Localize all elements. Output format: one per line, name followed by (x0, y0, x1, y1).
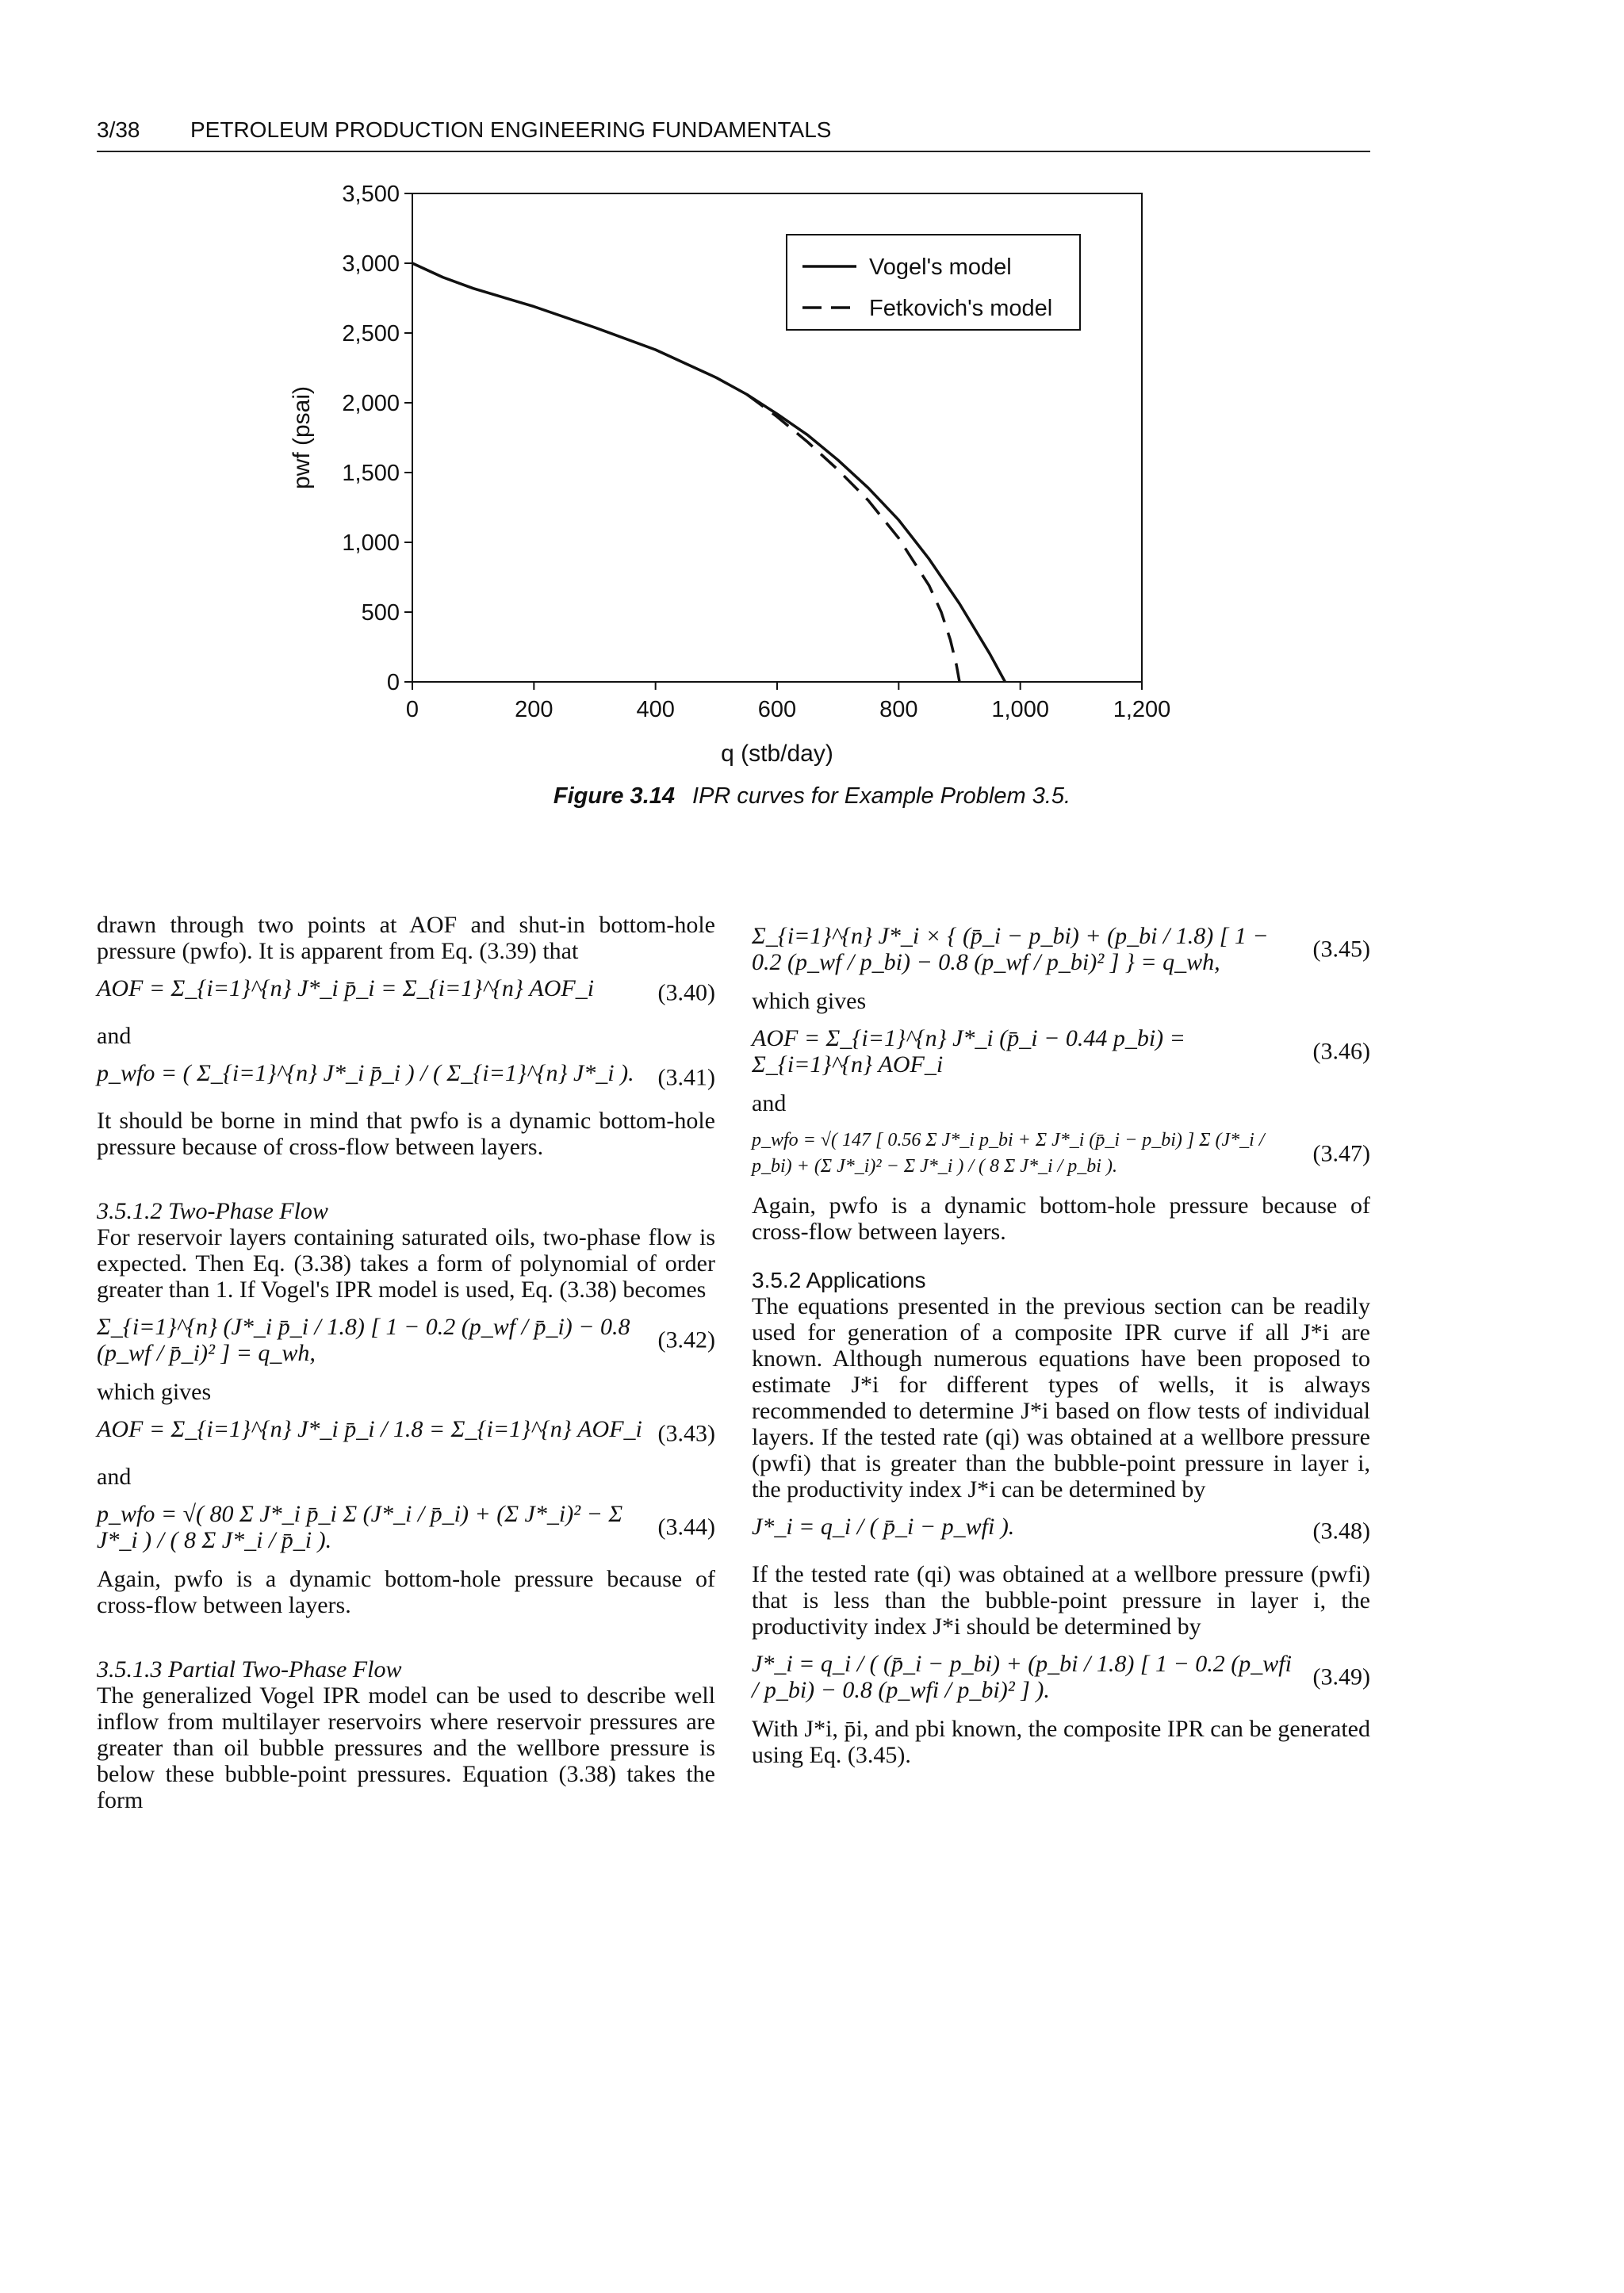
text-which-gives: which gives (97, 1379, 212, 1405)
page-number: 3/38 (97, 117, 140, 142)
paragraph: For reservoir layers containing saturated oils, two-phase flow is expected. Then Eq. (3.38) takes a form of polynomial of order greater than 1. If Vogel's IPR model is used, Eq. (3.38) becomes (97, 1224, 715, 1303)
y-axis-label: pwf (psai) (289, 385, 315, 490)
y-tick-label: 1,500 (342, 461, 400, 486)
y-tick-label: 3,500 (342, 182, 400, 207)
figure-label: Figure 3.14 (553, 783, 676, 809)
x-tick-label: 0 (405, 697, 419, 722)
running-header (97, 116, 1370, 152)
paragraph: The equations presented in the previous section can be readily used for generation of a composite IPR curve if all J*i are known. Although numerous equations have been proposed to estimate J*i for different types of wells, it is always recommended to determine J*i based on flow tests of individual layers. If the tested rate (qi) was obtained at a wellbore pressure (pwfi) that is greater than the bubble-point pressure in layer i, the productivity index J*i can be determined by (752, 1293, 1370, 1503)
equation-3-43: AOF = Σ_{i=1}^{n} J*_i p̄_i / 1.8 = Σ_{i=1}^{n} AOF_i (3.43) (97, 1416, 715, 1447)
equation-3-44: p_wfo = √( 80 Σ J*_i p̄_i Σ (J*_i / p̄_i) + (Σ J*_i)² − Σ J*_i ) / ( 8 Σ J*_i / p̄_i ). (3.44) (97, 1501, 715, 1553)
x-tick-label: 800 (879, 697, 918, 722)
y-tick-label: 0 (386, 670, 400, 695)
x-axis-label: q (stb/day) (721, 741, 833, 767)
x-tick-label: 200 (515, 697, 553, 722)
text-and: and (752, 1090, 787, 1116)
paragraph: It should be borne in mind that pwfo is a dynamic bottom-hole pressure because of cross-flow between layers. (97, 1108, 715, 1160)
y-tick-label: 500 (361, 600, 400, 626)
paragraph: If the tested rate (qi) was obtained at a wellbore pressure (pwfi) that is less than the bubble-point pressure in layer i, the productivity index J*i should be determined by (752, 1561, 1370, 1640)
legend-label: Fetkovich's model (869, 296, 1053, 321)
ipr-chart (270, 174, 1205, 777)
equation-3-49: J*_i = q_i / ( (p̄_i − p_bi) + (p_bi / 1.8) [ 1 − 0.2 (p_wfi / p_bi) − 0.8 (p_wfi / p_bi)² ] ). (3.49) (752, 1651, 1370, 1703)
chart-legend (787, 235, 1080, 330)
section-heading: 3.5.2 Applications (752, 1268, 926, 1292)
y-tick-label: 3,000 (342, 251, 400, 277)
y-tick-label: 2,500 (342, 321, 400, 346)
right-column (752, 912, 1370, 1774)
x-tick-label: 1,000 (991, 697, 1049, 722)
section-heading: 3.5.1.3 Partial Two-Phase Flow (97, 1656, 402, 1682)
paragraph: drawn through two points at AOF and shut-in bottom-hole pressure (pwfo). It is apparent from Eq. (3.39) that (97, 912, 715, 964)
x-tick-label: 600 (757, 697, 797, 722)
equation-3-48: J*_i = q_i / ( p̄_i − p_wfi ). (3.48) (752, 1514, 1370, 1545)
text-and: and (97, 1023, 132, 1049)
equation-3-46: AOF = Σ_{i=1}^{n} J*_i (p̄_i − 0.44 p_bi) = Σ_{i=1}^{n} AOF_i (3.46) (752, 1025, 1370, 1078)
x-tick-label: 400 (636, 697, 675, 722)
x-tick-label: 1,200 (1113, 697, 1171, 722)
book-title: PETROLEUM PRODUCTION ENGINEERING FUNDAMENTALS (190, 117, 832, 142)
section-heading: 3.5.1.2 Two-Phase Flow (97, 1198, 328, 1224)
equation-3-42: Σ_{i=1}^{n} (J*_i p̄_i / 1.8) [ 1 − 0.2 (p_wf / p̄_i) − 0.8 (p_wf / p̄_i)² ] = q_wh, (3.42) (97, 1314, 715, 1366)
legend-label: Vogel's model (869, 255, 1012, 280)
series-line-2 (747, 394, 959, 682)
y-tick-label: 2,000 (342, 391, 400, 416)
left-column (97, 912, 715, 1820)
text-and: and (97, 1464, 132, 1490)
paragraph: Again, pwfo is a dynamic bottom-hole pressure because of cross-flow between layers. (752, 1192, 1370, 1245)
paragraph: Again, pwfo is a dynamic bottom-hole pressure because of cross-flow between layers. (97, 1566, 715, 1618)
equation-3-41: p_wfo = ( Σ_{i=1}^{n} J*_i p̄_i ) / ( Σ_{i=1}^{n} J*_i ). (3.41) (97, 1060, 715, 1091)
y-tick-label: 1,000 (342, 530, 400, 556)
equation-3-40: AOF = Σ_{i=1}^{n} J*_i p̄_i = Σ_{i=1}^{n} AOF_i (3.40) (97, 975, 715, 1006)
text-which-gives: which gives (752, 988, 867, 1014)
figure-caption (0, 783, 1624, 810)
equation-3-47: p_wfo = √( 147 [ 0.56 Σ J*_i p_bi + Σ J*_i (p̄_i − p_bi) ] Σ (J*_i / p_bi) + (Σ J*_i)² − Σ J*_i ) / ( 8 Σ J*_i / p_bi ). (3.47) (752, 1130, 1370, 1177)
figure-caption-text: IPR curves for Example Problem 3.5. (692, 783, 1071, 809)
paragraph: With J*i, p̄i, and pbi known, the composite IPR can be generated using Eq. (3.45). (752, 1716, 1370, 1768)
equation-3-45: Σ_{i=1}^{n} J*_i × { (p̄_i − p_bi) + (p_bi / 1.8) [ 1 − 0.2 (p_wf / p_bi) − 0.8 (p_wf / p_bi)² ] } = q_wh, (3.45) (752, 923, 1370, 975)
paragraph: The generalized Vogel IPR model can be used to describe well inflow from multilayer reservoirs where reservoir pressures are greater than oil bubble pressures and the wellbore pressure is below these bubble-point pressures. Equation (3.38) takes the form (97, 1682, 715, 1813)
